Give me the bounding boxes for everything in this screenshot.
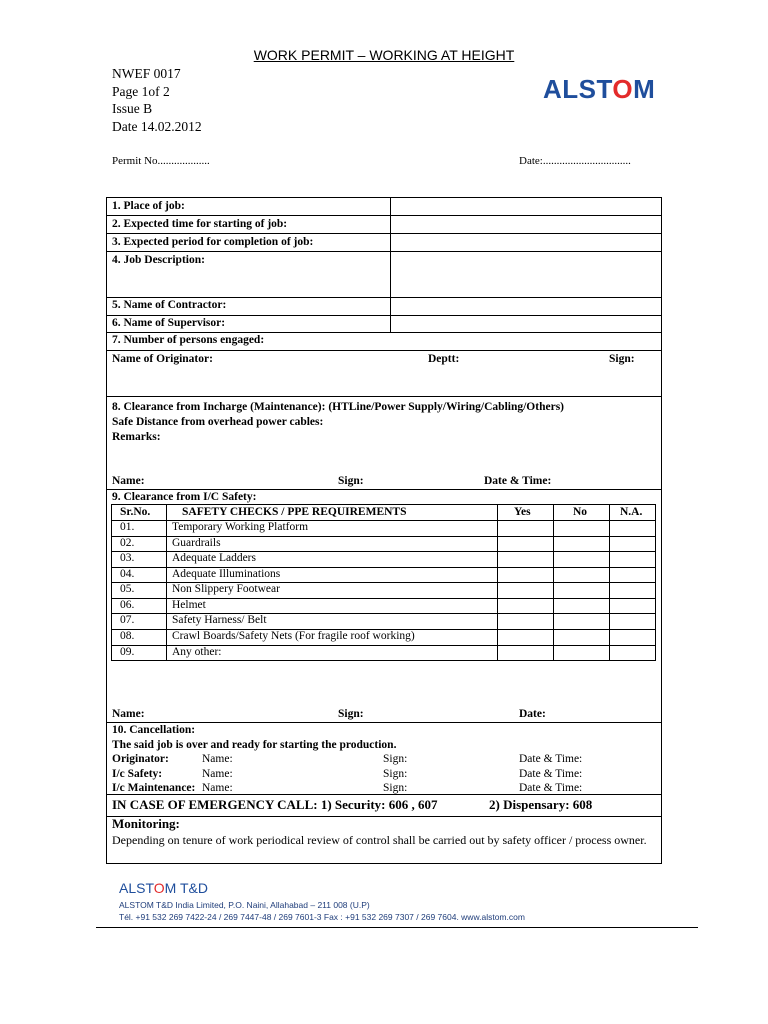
cancel-safety-label: I/c Safety: — [112, 768, 163, 780]
clearance-maintenance-heading: 8. Clearance from Incharge (Maintenance): (HTLine/Power Supply/Wiring/Cabling/Others) — [112, 401, 564, 413]
cancellation-heading: 10. Cancellation: — [112, 724, 196, 736]
safety-item-text: Any other: — [172, 646, 222, 658]
permit-number-field[interactable]: Permit No................... — [112, 155, 210, 167]
safety-item-text: Helmet — [172, 599, 206, 611]
cancel-originator-date: Date & Time: — [519, 753, 583, 765]
clearance-name-label: Name: — [112, 475, 145, 487]
cancel-maintenance-sign: Sign: — [383, 782, 408, 794]
cancel-safety-date: Date & Time: — [519, 768, 583, 780]
cancel-safety-name: Name: — [202, 768, 233, 780]
cancel-originator-sign: Sign: — [383, 753, 408, 765]
emergency-contacts: IN CASE OF EMERGENCY CALL: 1) Security: 606 , 607 — [112, 797, 438, 812]
col-na: N.A. — [620, 506, 643, 518]
cancel-maintenance-label: I/c Maintenance: — [112, 782, 196, 794]
cancel-maintenance-name: Name: — [202, 782, 233, 794]
deptt-label: Deptt: — [428, 353, 460, 365]
alstom-logo: ALSTOM — [543, 74, 656, 104]
originator-sign-label: Sign: — [609, 353, 635, 365]
form-number: NWEF 0017 — [112, 66, 181, 81]
safety-item-no: 04. — [120, 568, 135, 580]
contractor-label: 5. Name of Contractor: — [112, 299, 227, 311]
safety-item-text: Safety Harness/ Belt — [172, 614, 267, 626]
safety-item-text: Guardrails — [172, 537, 221, 549]
footer-contact: Tél. +91 532 269 7422-24 / 269 7447-48 / 269 7601-3 Fax : +91 532 269 7307 / 269 7604. www.alstom.com — [119, 912, 525, 922]
safety-item-no: 09. — [120, 646, 135, 658]
safety-item-text: Crawl Boards/Safety Nets (For fragile roof working) — [172, 630, 415, 642]
date-field[interactable]: Date:................................ — [519, 155, 631, 167]
cancel-originator-name: Name: — [202, 753, 233, 765]
cancellation-statement: The said job is over and ready for starting the production. — [112, 739, 397, 751]
safety-item-text: Non Slippery Footwear — [172, 583, 280, 595]
safety-sign-label: Sign: — [338, 708, 364, 720]
cancel-originator-label: Originator: — [112, 753, 169, 765]
page-number: Page 1of 2 — [112, 83, 170, 99]
job-description-label: 4. Job Description: — [112, 254, 205, 266]
monitoring-heading: Monitoring: — [112, 816, 180, 831]
safety-item-text: Temporary Working Platform — [172, 521, 309, 533]
clearance-date-time-label: Date & Time: — [484, 475, 552, 487]
safety-name-label: Name: — [112, 708, 145, 720]
safety-item-text: Adequate Illuminations — [172, 568, 281, 580]
emergency-dispensary: 2) Dispensary: 608 — [489, 797, 593, 812]
issue: Issue B — [112, 101, 153, 116]
originator-name-label: Name of Originator: — [112, 353, 213, 365]
safety-item-no: 06. — [120, 599, 135, 611]
safety-item-no: 01. — [120, 521, 135, 533]
page-title: WORK PERMIT – WORKING AT HEIGHT — [253, 47, 515, 63]
col-no: No — [573, 506, 588, 518]
cancel-maintenance-date: Date & Time: — [519, 782, 583, 794]
safety-item-no: 05. — [120, 583, 135, 595]
safety-item-text: Adequate Ladders — [172, 552, 256, 564]
footer-brand: ALSTOM T&D — [119, 880, 208, 896]
monitoring-text: Depending on tenure of work periodical review of control shall be carried out by safety officer / process owner. — [112, 833, 647, 847]
safety-item-no: 07. — [120, 614, 135, 626]
col-yes: Yes — [514, 506, 531, 518]
remarks-label: Remarks: — [112, 431, 161, 443]
safe-distance-label: Safe Distance from overhead power cables: — [112, 416, 324, 428]
issue-date: Date 14.02.2012 — [112, 118, 202, 134]
start-time-label: 2. Expected time for starting of job: — [112, 218, 288, 230]
document-meta — [112, 65, 202, 135]
safety-clearance-heading: 9. Clearance from I/C Safety: — [112, 491, 257, 503]
safety-item-no: 02. — [120, 537, 135, 549]
safety-item-no: 03. — [120, 552, 135, 564]
completion-period-label: 3. Expected period for completion of job: — [112, 236, 314, 248]
persons-engaged-label: 7. Number of persons engaged: — [112, 334, 265, 346]
col-srno: Sr.No. — [120, 506, 151, 518]
footer-divider — [96, 927, 698, 928]
safety-checks-table — [111, 504, 656, 661]
supervisor-label: 6. Name of Supervisor: — [112, 317, 226, 329]
col-safety-checks: SAFETY CHECKS / PPE REQUIREMENTS — [182, 506, 407, 518]
safety-date-label: Date: — [519, 708, 546, 720]
place-of-job-label: 1. Place of job: — [112, 200, 185, 212]
footer-address: ALSTOM T&D India Limited, P.O. Naini, Allahabad – 211 008 (U.P) — [119, 900, 370, 910]
clearance-sign-label: Sign: — [338, 475, 364, 487]
safety-item-no: 08. — [120, 630, 135, 642]
cancel-safety-sign: Sign: — [383, 768, 408, 780]
